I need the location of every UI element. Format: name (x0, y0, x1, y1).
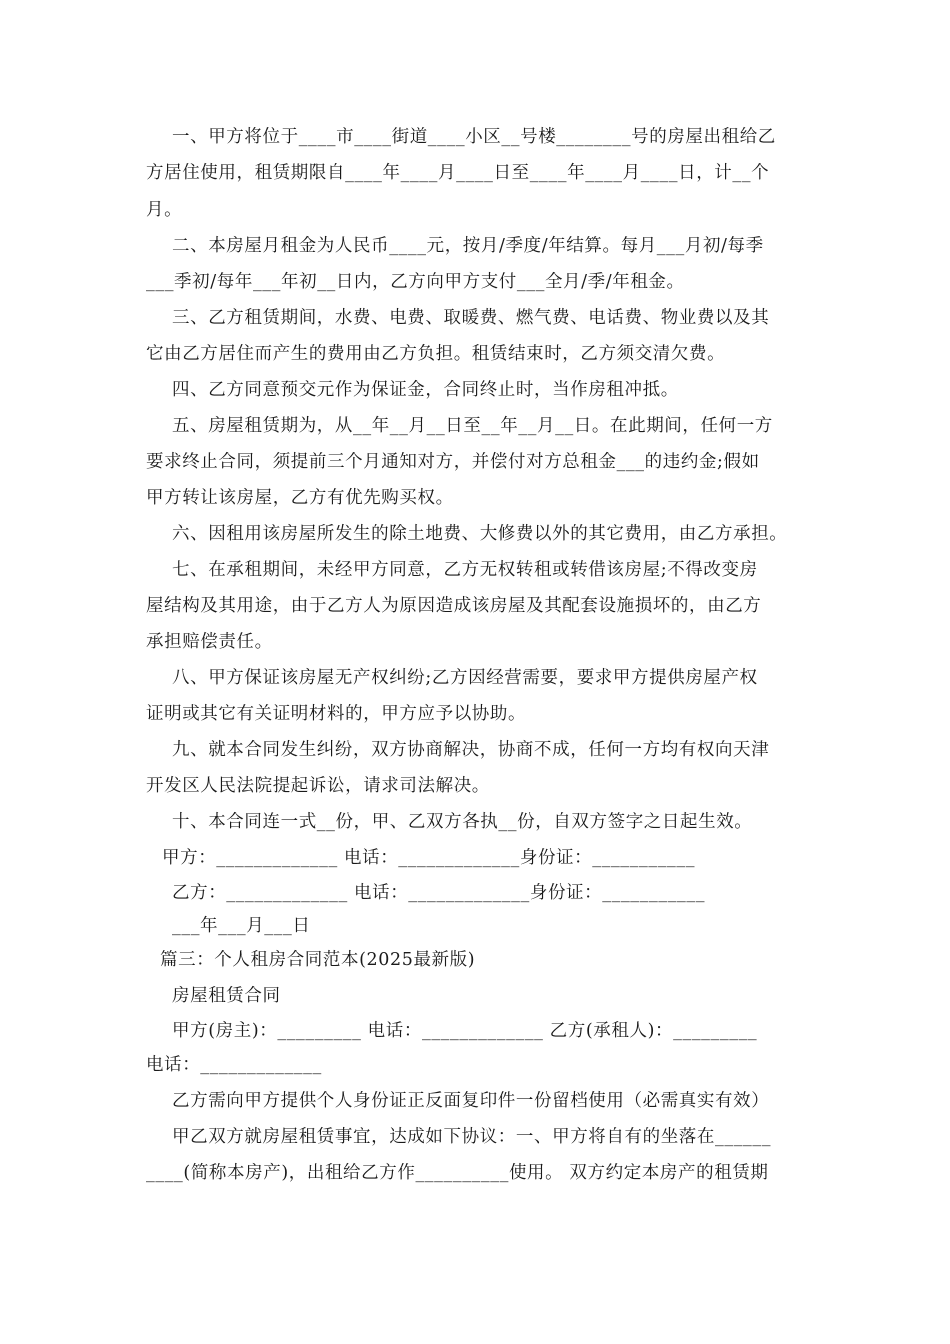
clause-7-line-1: 七、在承租期间，未经甲方同意，乙方无权转租或转借该房屋;不得改变房 (172, 560, 758, 580)
clause-5-line-1: 五、房屋租赁期为，从__年__月__日至__年__月__日。在此期间，任何一方 (172, 416, 773, 436)
section-heading: 篇三：个人租房合同范本(2025最新版) (160, 950, 476, 970)
clause-7-line-2: 屋结构及其用途，由于乙方人为原因造成该房屋及其配套设施损坏的，由乙方 (146, 596, 762, 616)
id-copy-requirement: 乙方需向甲方提供个人身份证正反面复印件一份留档使用（必需真实有效） (172, 1091, 770, 1111)
clause-9-line-2: 开发区人民法院提起诉讼，请求司法解决。 (146, 776, 490, 796)
signature-date-line: ___年___月___日 (172, 916, 311, 936)
phone-line: 电话：_____________ (146, 1055, 322, 1075)
clause-8-line-1: 八、甲方保证该房屋无产权纠纷;乙方因经营需要，要求甲方提供房屋产权 (172, 668, 758, 688)
clause-4-line-1: 四、乙方同意预交元作为保证金，合同终止时，当作房租冲抵。 (172, 380, 679, 400)
contract-title: 房屋租赁合同 (172, 986, 281, 1006)
agreement-line-1: 甲乙双方就房屋租赁事宜，达成如下协议：一、甲方将自有的坐落在______ (172, 1127, 772, 1147)
clause-5-line-3: 甲方转让该房屋，乙方有优先购买权。 (146, 488, 454, 508)
clause-7-line-3: 承担赔偿责任。 (146, 632, 273, 652)
clause-2-line-2: ___季初/每年___年初__日内，乙方向甲方支付___全月/季/年租金。 (146, 272, 685, 292)
party-a-signature-line: 甲方：_____________ 电话：_____________身份证：___________ (162, 848, 696, 868)
clause-8-line-2: 证明或其它有关证明材料的，甲方应予以协助。 (146, 704, 527, 724)
party-b-signature-line: 乙方：_____________ 电话：_____________身份证：___________ (172, 883, 706, 903)
clause-9-line-1: 九、就本合同发生纠纷，双方协商解决，协商不成，任何一方均有权向天津 (172, 740, 770, 760)
clause-5-line-2: 要求终止合同，须提前三个月通知对方，并偿付对方总租金___的违约金;假如 (146, 452, 760, 472)
clause-2-line-1: 二、本房屋月租金为人民币____元，按月/季度/年结算。每月___月初/每季 (172, 236, 764, 256)
clause-10-line-1: 十、本合同连一式__份，甲、乙双方各执__份，自双方签字之日起生效。 (172, 812, 753, 832)
clause-3-line-1: 三、乙方租赁期间，水费、电费、取暖费、燃气费、电话费、物业费以及其 (172, 308, 770, 328)
clause-1-line-2: 方居住使用，租赁期限自____年____月____日至____年____月____日，计__个 (146, 163, 770, 183)
clause-6-line-1: 六、因租用该房屋所发生的除土地费、大修费以外的其它费用，由乙方承担。 (172, 524, 788, 544)
clause-1-line-3: 月。 (146, 200, 183, 220)
agreement-line-2: ____(简称本房产)，出租给乙方作__________使用。 双方约定本房产的租赁期 (146, 1163, 769, 1183)
clause-3-line-2: 它由乙方居住而产生的费用由乙方负担。租赁结束时，乙方须交清欠费。 (146, 344, 726, 364)
parties-line: 甲方(房主)：_________ 电话：_____________ 乙方(承租人)：_________ (172, 1021, 758, 1041)
clause-1-line-1: 一、甲方将位于____市____街道____小区__号楼________号的房屋出租给乙 (172, 127, 776, 147)
